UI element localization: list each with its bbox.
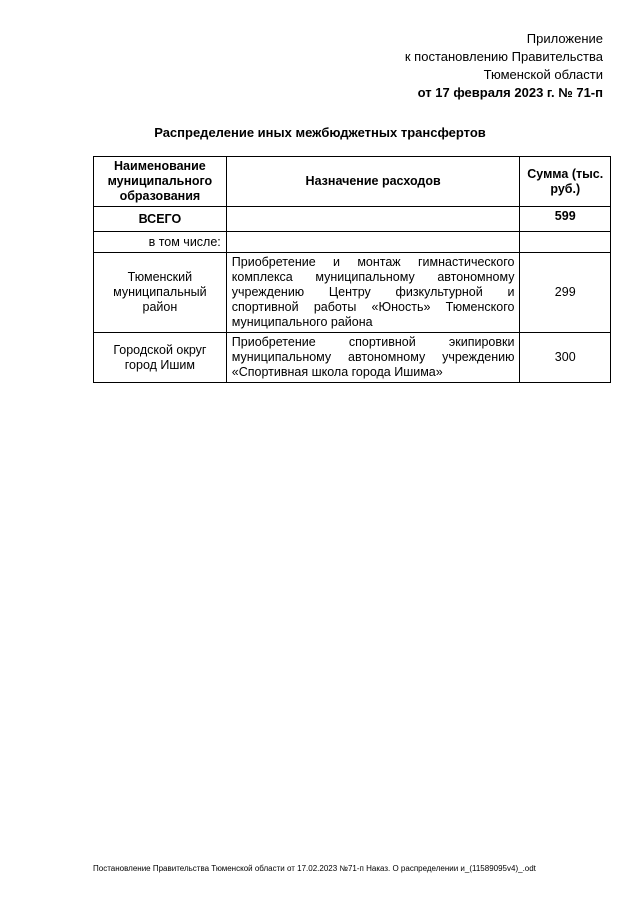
appendix-header <box>405 30 603 102</box>
row-sum: 299 <box>520 253 611 333</box>
transfers-table <box>93 156 611 383</box>
row-municipality: Городской округ город Ишим <box>94 333 227 383</box>
total-sum: 599 <box>520 207 611 232</box>
table-row <box>94 253 611 333</box>
table-row <box>94 333 611 383</box>
document-footer: Постановление Правительства Тюменской области от 17.02.2023 №71-п Наказ. О распределении и_(11589095v4)_.odt <box>93 864 536 873</box>
row-municipality: Тюменский муниципальный район <box>94 253 227 333</box>
including-purpose-empty <box>226 232 520 253</box>
header-purpose: Назначение расходов <box>226 157 520 207</box>
total-row <box>94 207 611 232</box>
row-purpose: Приобретение спортивной экипировки муниципальному автономному учреждению «Спортивная школа города Ишима» <box>226 333 520 383</box>
total-label: ВСЕГО <box>94 207 227 232</box>
total-purpose-empty <box>226 207 520 232</box>
including-label: в том числе: <box>94 232 227 253</box>
header-sum: Сумма (тыс. руб.) <box>520 157 611 207</box>
row-sum: 300 <box>520 333 611 383</box>
document-title: Распределение иных межбюджетных трансфертов <box>154 125 486 140</box>
row-purpose: Приобретение и монтаж гимнастического комплекса муниципальному автономному учреждению Центру физкультурной и спортивной работы «Юность» Тюменского муниципального района <box>226 253 520 333</box>
table-header-row <box>94 157 611 207</box>
header-municipality: Наименование муниципального образования <box>94 157 227 207</box>
appendix-label: Приложение <box>526 31 603 46</box>
including-row <box>94 232 611 253</box>
including-sum-empty <box>520 232 611 253</box>
appendix-resolution: к постановлению Правительства <box>404 49 603 64</box>
appendix-date-number: от 17 февраля 2023 г. № 71-п <box>417 85 603 100</box>
appendix-region: Тюменской области <box>483 67 603 82</box>
